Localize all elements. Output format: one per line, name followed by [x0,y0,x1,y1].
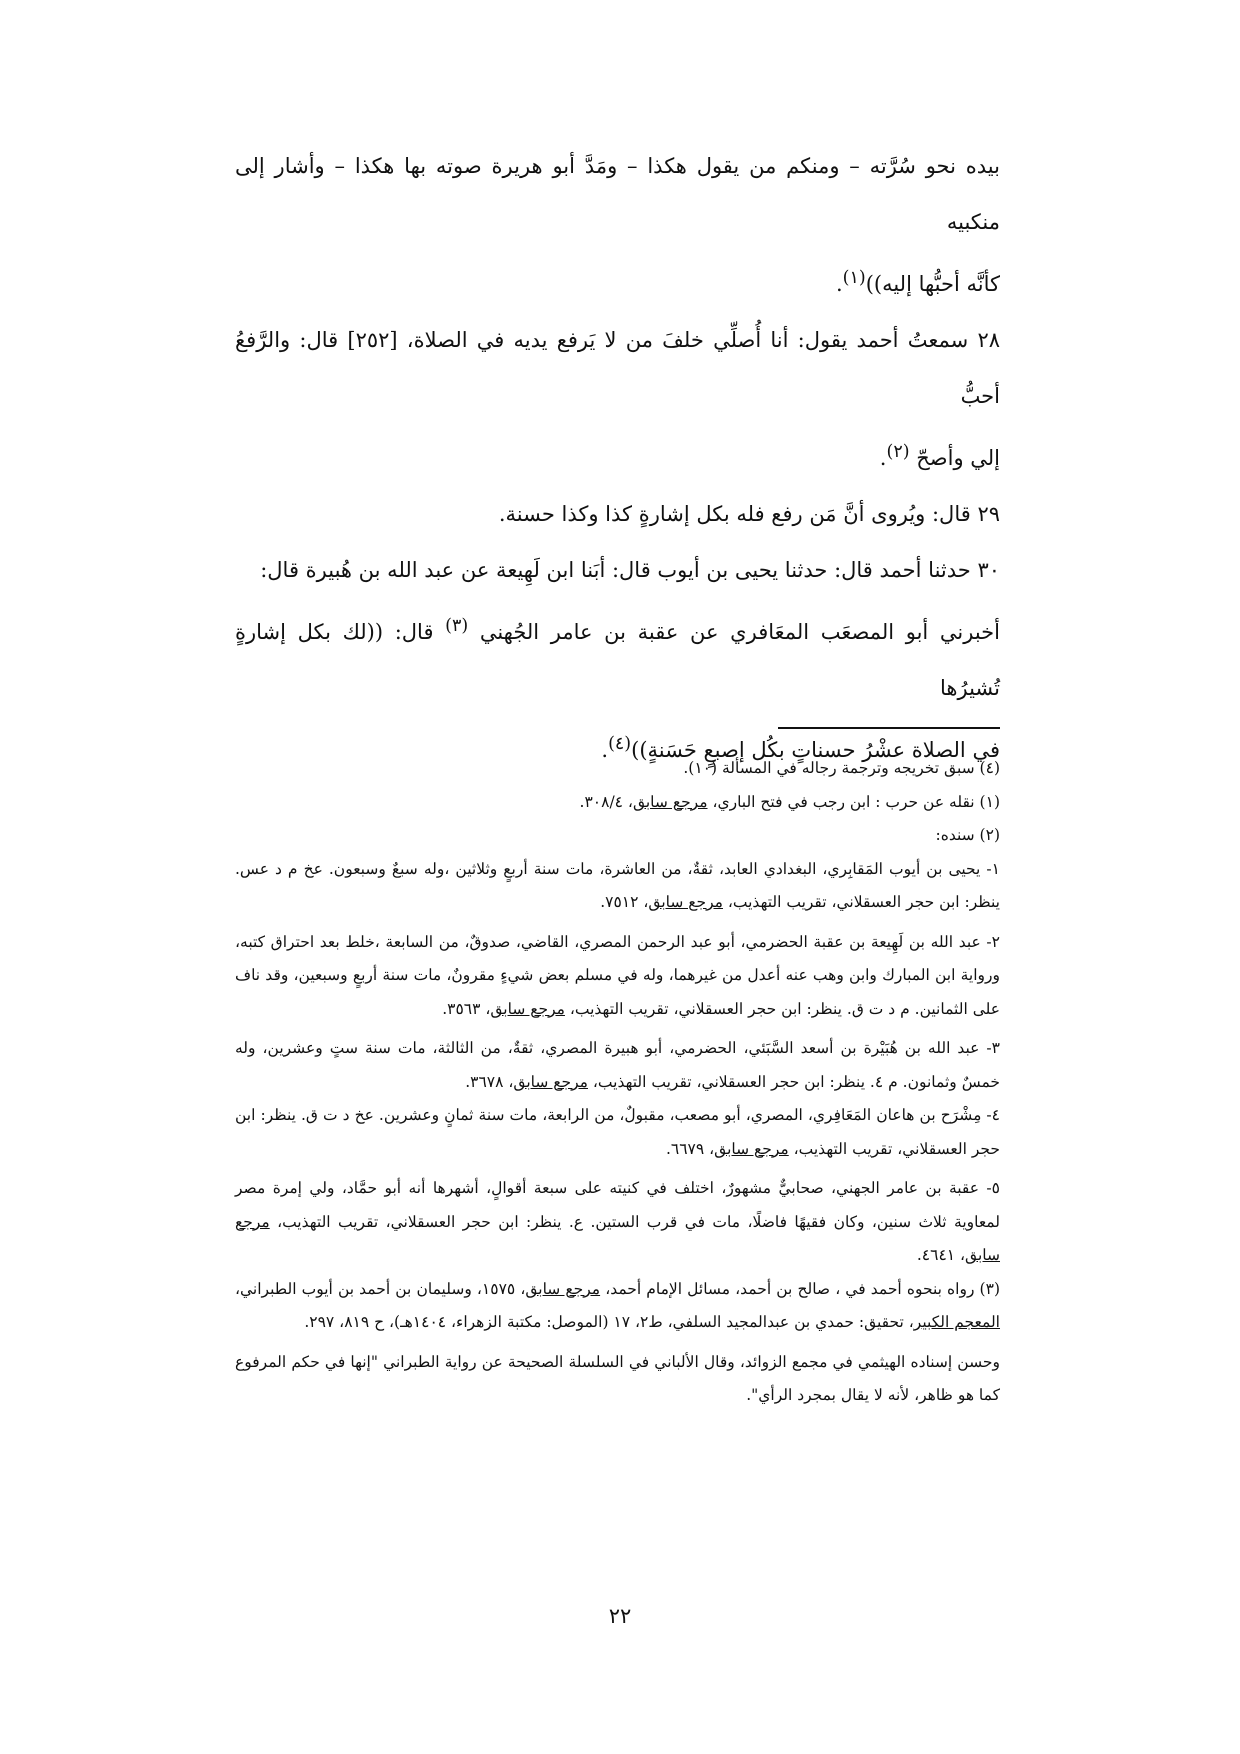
footnote-2-heading: (٢) سنده: [935,826,1000,844]
narrator-5 [235,1172,1000,1273]
page-number: ٢٢ [608,1604,632,1628]
footnote-3-text-2: ، ١٥٧٥، وسليمان بن أحمد بن أيوب الطبراني، [235,1279,526,1298]
footnote-1-text: (١) نقله عن حرب : ابن رجب في فتح الباري، [707,792,1000,811]
narrator-3-page: ، ٣٦٧٨. [465,1072,514,1091]
p4-line2a: أخبرني أبو المصعَب المعَافري عن عقبة بن عامر الجُهني [468,620,1000,644]
narrator-4-text: ٤- مِشْرَح بن هاعان المَعَافِري، المصري، أبو مصعب، مقبولٌ، من الرابعة، مات سنة ثمانٍ وعشرين. عخ د ت ق. ينظر: ابن حجر العسقلاني، تقريب التهذيب، [235,1106,1000,1158]
footnote-3-text-3: ، تحقيق: حمدي بن عبدالمجيد السلفي، ط٢، ١٧ (الموصل: مكتبة الزهراء، ١٤٠٤هـ)، ح ٨١٩، ٢٩٧. [304,1313,914,1331]
footnote-3-text: (٣) رواه بنحوه أحمد في ، صالح بن أحمد، مسائل الإمام أحمد، [600,1279,1000,1298]
p1-line2: كأنَّه أحبُّها إليه)) [865,272,1000,296]
footnote-1-page: ، ٣٠٨/٤. [579,792,633,811]
p4-line3: في الصلاة عشْرُ حسناتٍ بكُل إصبعٍ حَسَنةٍ)) [631,738,1000,762]
reference-link: مرجع سابق [648,893,723,911]
reference-link: مرجع سابق [490,999,565,1018]
p2-line1: ٢٨ سمعتُ أحمد يقول: أنا أُصلِّي خلفَ من لا يَرفع يديه في الصلاة، [٢٥٢] قال: والرَّفعُ أحبُّ [235,328,1000,408]
narrator-4-page: ، ٦٦٧٩. [665,1139,715,1158]
footnote-ref-2[interactable]: (٢) [886,442,910,462]
p4-line2b: قال: ((لك بكل إشارةٍ تُشيرُها [235,620,1000,700]
footnote-3-grading: وحسن إسناده الهيثمي في مجمع الزوائد، وقال الألباني في السلسلة الصحيحة عن رواية الطبراني "إنها في حكم المرفوع كما هو ظاهر، لأنه لا يقال بمجرد الرأي". [235,1352,1000,1404]
footnotes [235,752,1000,1413]
p4-line1: ٣٠ حدثنا أحمد قال: حدثنا يحيى بن أيوب قال: أبَنا ابن لَهِيعة عن عبد الله بن هُبيرة قال: [260,558,1000,582]
reference-link: مرجع سابق [235,1212,1000,1264]
footnote-ref-1[interactable]: (١) [842,268,866,288]
paragraph-27-end: بيده نحو سُرَّته – ومنكم من يقول هكذا – ومَدَّ أبو هريرة صوته بها هكذا – وأشار إلى منكبيه كأنَّه أحبُّها إليه))$^{(١)}$. [235,154,1000,296]
footnote-ref-4[interactable]: (٤) [608,734,632,754]
narrator-4 [235,1099,1000,1166]
narrator-1 [235,853,1000,920]
narrator-5-text: ٥- عقبة بن عامر الجهني، صحابيٌّ مشهورٌ، اختلف في كنيته على سبعة أقوالٍ، أشهرها أنه أبو حمَّاد، ولي إمرة مصر لمعاوية ثلاث سنين، وكان فقيهًا فاضلًا، مات في قرب الستين. ع. ينظر: ابن حجر العسقلاني، تقريب التهذيب، [235,1179,1000,1231]
reference-link: مرجع سابق [513,1072,588,1091]
reference-link: مرجع سابق [714,1139,789,1158]
book-title: المعجم الكبير [913,1313,1000,1331]
narrator-3-text: ٣- عبد الله بن هُبَيْرة بن أسعد السَّبَئي، الحضرمي، أبو هبيرة المصري، ثقةٌ، من الثالثة، مات سنة ستٍ وعشرين، وله خمسٌ وثمانون. م ٤. ينظر: ابن حجر العسقلاني، تقريب التهذيب، [235,1039,1000,1091]
p1-line1: بيده نحو سُرَّته – ومنكم من يقول هكذا – ومَدَّ أبو هريرة صوته بها هكذا – وأشار إلى منكبيه [235,154,1000,234]
footnote-separator [778,727,1000,729]
footnote-ref-3[interactable]: (٣) [445,616,469,636]
narrator-5-page: ، ٤٦٤١. [916,1246,966,1264]
narrator-2-text: ٢- عبد الله بن لَهِيعة بن عقبة الحضرمي، أبو عبد الرحمن المصري، القاضي، صدوقٌ، من السابعة ،خلط بعد احتراق كتبه، ورواية ابن المبارك وابن وهب عنه أعدل من غيرهما، وله في مسلم بعض شيءٍ مقرونٌ، مات سنة أربعٍ وسبعين، وقد ناف على الثمانين. م د ت ق. ينظر: ابن حجر العسقلاني، تقريب التهذيب، [235,932,1000,1018]
reference-link: مرجع سابق [632,792,708,811]
paragraph-28: ٢٨ سمعتُ أحمد يقول: أنا أُصلِّي خلفَ من لا يَرفع يديه في الصلاة، [٢٥٢] قال: والرَّفعُ أحبُّ إلي وأصحّ $^{(٢)}$. [235,328,1000,470]
narrator-1-text: ١- يحيى بن أيوب المَقابِري، البغدادي العابد، ثقةٌ، من العاشرة، مات سنة أربعٍ وثلاثين ،وله سبعٌ وسبعون. عخ م د عس. ينظر: ابن حجر العسقلاني، تقريب التهذيب، [235,859,1000,911]
main-text [235,138,1000,778]
narrator-1-page: ، ٧٥١٢. [600,893,649,911]
reference-link: مرجع سابق [525,1279,601,1298]
footnote-4: (٤) سبق تخريجه وترجمة رجاله في المسألة (١٠). [683,759,1000,777]
paragraph-30: ٣٠ حدثنا أحمد قال: حدثنا يحيى بن أيوب قال: أبَنا ابن لَهِيعة عن عبد الله بن هُبيرة قال: أخبرني أبو المصعَب المعَافري عن عقبة بن عامر الجُهني $^{(٣)}$ قال: ((لك بكل إشارةٍ تُشيرُها في الصلاة عشْرُ حسناتٍ بكُل إصبعٍ حَسَنةٍ))$^{(٤)}$. [235,558,1000,762]
footnote-1 [235,786,1000,820]
footnote-3 [235,1273,1000,1340]
narrator-3 [235,1032,1000,1099]
paragraph-29: ٢٩ قال: ويُروى أنَّ مَن رفع فله بكل إشارةٍ كذا وكذا حسنة. [498,502,1000,526]
p2-line2: إلي وأصحّ [909,446,1000,470]
narrator-2-page: ، ٣٥٦٣. [442,999,491,1018]
narrator-2 [235,926,1000,1027]
